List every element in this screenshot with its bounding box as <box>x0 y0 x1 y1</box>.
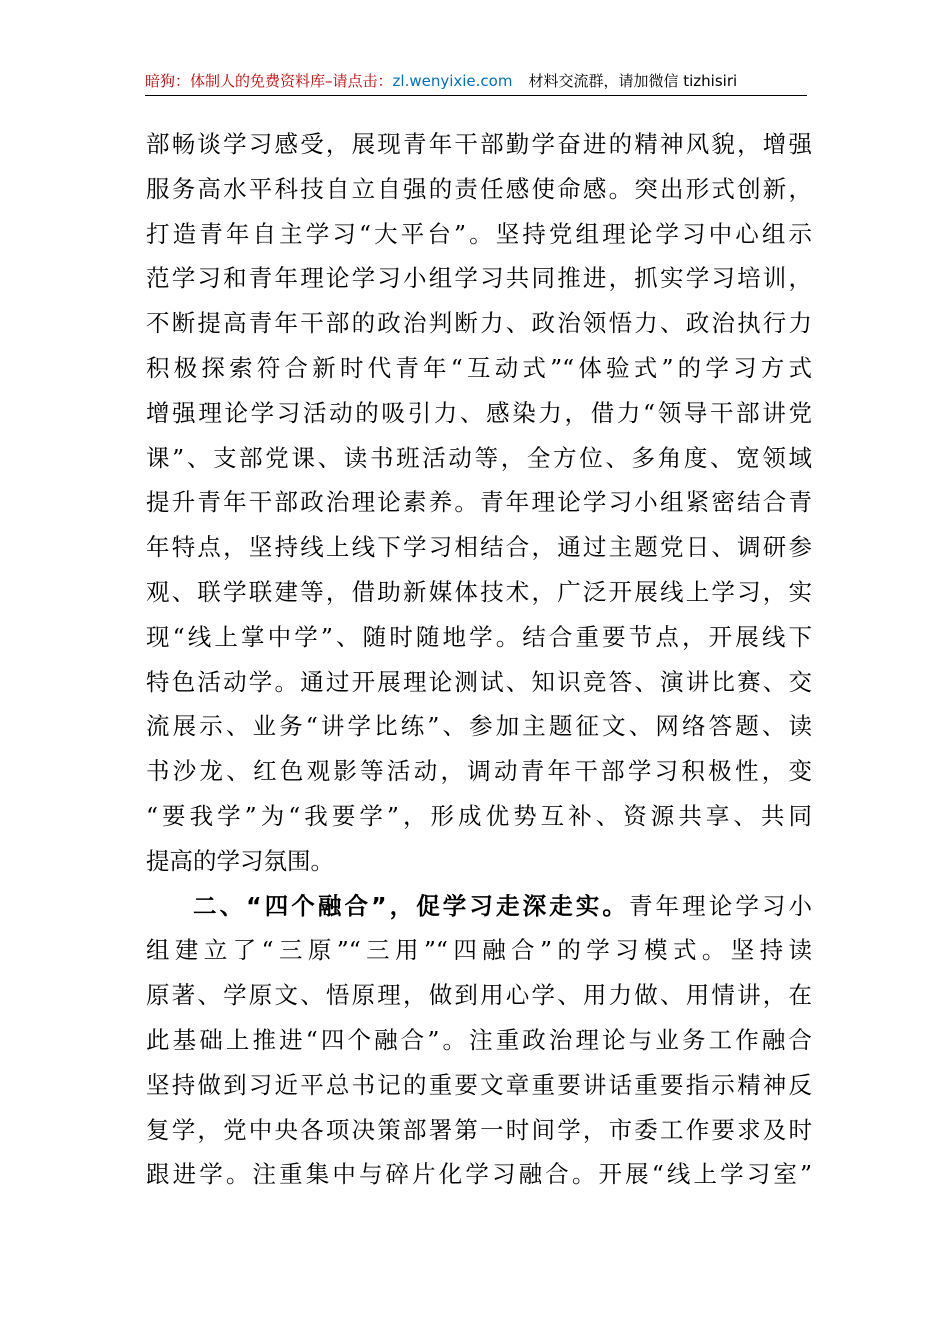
paragraph-line: 不断提高青年干部的政治判断力、政治领悟力、政治执行力 <box>146 309 812 338</box>
paragraph-line: 此基础上推进“四个融合”。注重政治理论与业务工作融合 <box>146 1025 812 1054</box>
paragraph-line: 跟进学。注重集中与碎片化学习融合。开展“线上学习室” <box>146 1160 812 1189</box>
section-heading: 二、“四个融合”，促学习走深走实。 <box>193 891 629 920</box>
paragraph-line: 提升青年干部政治理论素养。青年理论学习小组紧密结合青 <box>146 488 812 517</box>
header-contact-text: 材料交流群，请加微信 tizhisiri <box>528 72 738 90</box>
paragraph-line: 积极探索符合新时代青年“互动式”“体验式”的学习方式 <box>146 353 812 382</box>
header-promo-text: 暗狗：体制人的免费资料库 <box>145 72 326 90</box>
paragraph-line: 增强理论学习活动的吸引力、感染力，借力“领导干部讲党 <box>146 398 812 427</box>
header-divider <box>145 95 807 96</box>
page-header <box>145 68 810 94</box>
paragraph-line: 现“线上掌中学”、随时随地学。结合重要节点，开展线下 <box>146 622 812 651</box>
paragraph-line: 年特点，坚持线上线下学习相结合，通过主题党日、调研参 <box>146 533 812 562</box>
paragraph-line: 提高的学习氛围。 <box>146 846 334 875</box>
paragraph-line: 服务高水平科技自立自强的责任感使命感。突出形式创新， <box>146 174 812 203</box>
paragraph-line: 书沙龙、红色观影等活动，调动青年干部学习积极性，变 <box>146 757 812 786</box>
paragraph-line: 组建立了“三原”“三用”“四融合”的学习模式。坚持读 <box>146 936 812 965</box>
paragraph-line: 复学，党中央各项决策部署第一时间学，市委工作要求及时 <box>146 1115 812 1144</box>
paragraph-line: 原著、学原文、悟原理，做到用心学、用力做、用情讲，在 <box>146 981 812 1010</box>
section-heading-line <box>146 884 812 929</box>
paragraph-line: 范学习和青年理论学习小组学习共同推进，抓实学习培训， <box>146 264 812 293</box>
paragraph-line: 观、联学联建等，借助新媒体技术，广泛开展线上学习，实 <box>146 577 812 606</box>
body-text <box>146 122 812 1197</box>
paragraph-line: “要我学”为“我要学”，形成优势互补、资源共享、共同 <box>146 801 812 830</box>
paragraph-line: 部畅谈学习感受，展现青年干部勤学奋进的精神风貌，增强 <box>146 130 812 158</box>
paragraph-line: 流展示、业务“讲学比练”、参加主题征文、网络答题、读 <box>146 712 812 741</box>
header-link[interactable]: zl.wenyixie.com <box>392 72 513 90</box>
paragraph-line: 课”、支部党课、读书班活动等，全方位、多角度、宽领域 <box>146 443 812 472</box>
paragraph-line: 特色活动学。通过开展理论测试、知识竞答、演讲比赛、交 <box>146 667 812 696</box>
section-heading-continuation: 青年理论学习小 <box>628 891 813 920</box>
header-link-prefix: –请点击： <box>325 72 393 90</box>
paragraph-line: 打造青年自主学习“大平台”。坚持党组理论学习中心组示 <box>146 219 812 248</box>
paragraph-line: 坚持做到习近平总书记的重要文章重要讲话重要指示精神反 <box>146 1070 812 1099</box>
